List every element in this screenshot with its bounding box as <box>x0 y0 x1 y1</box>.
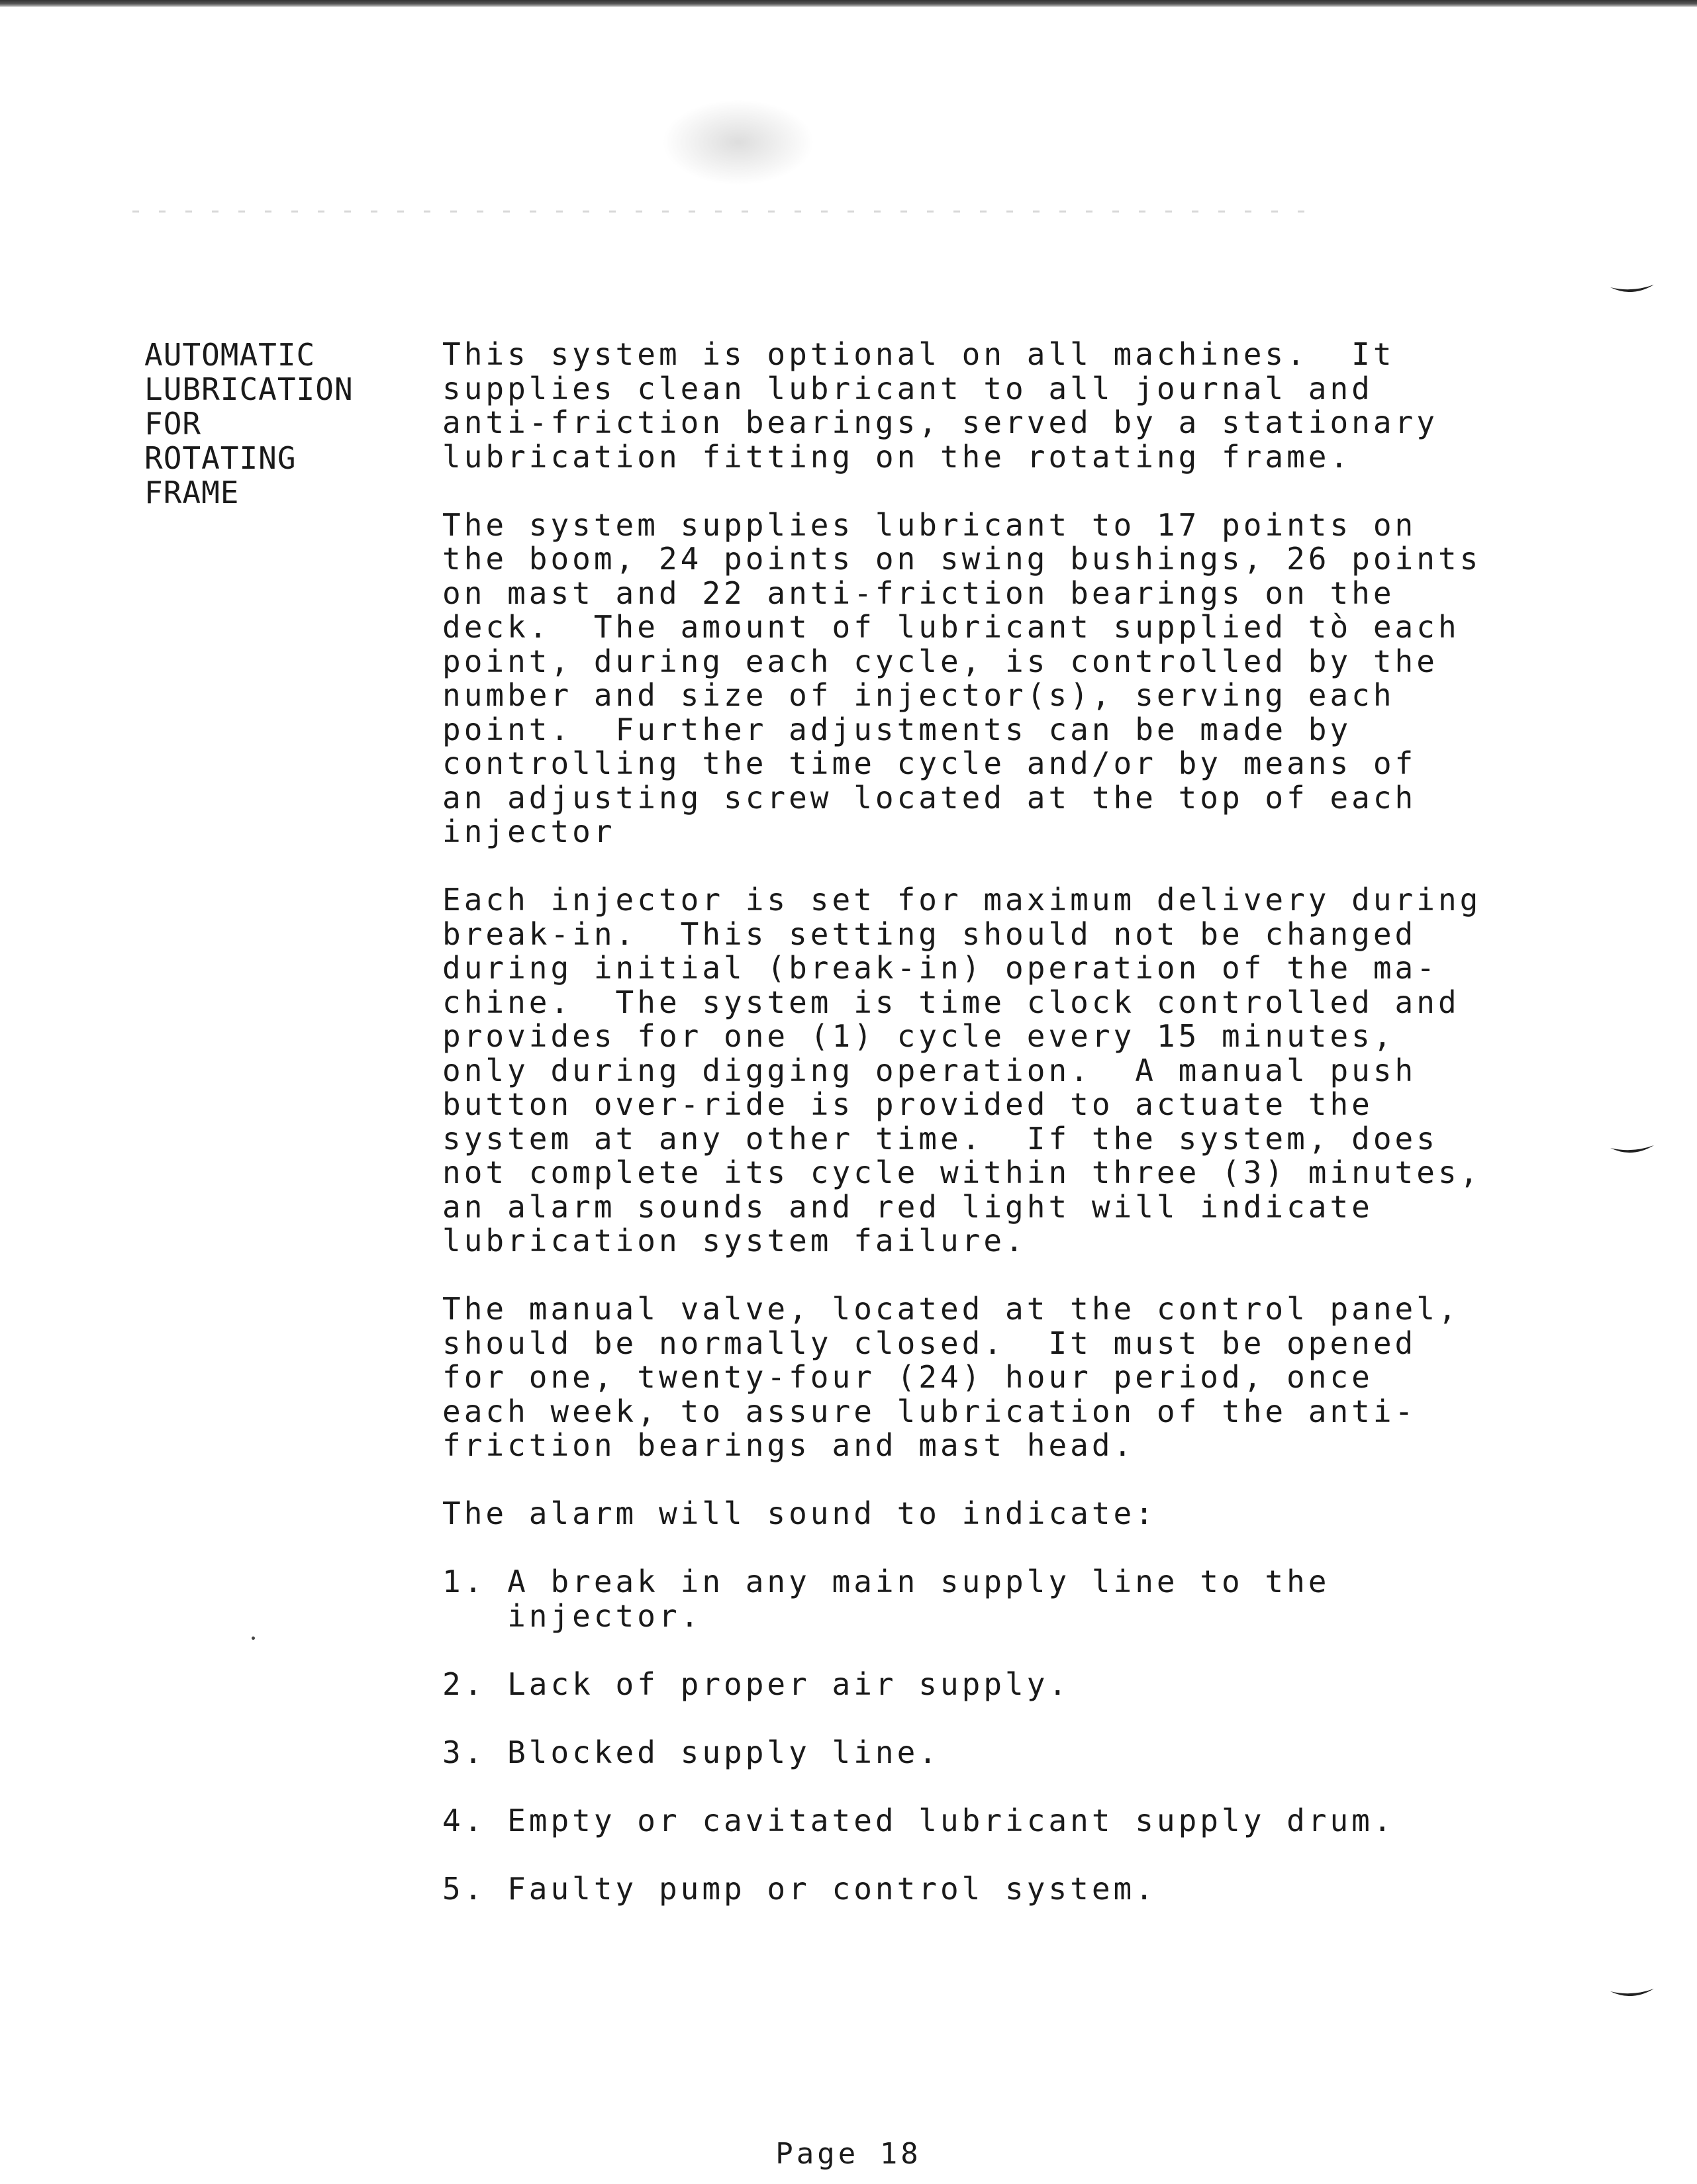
body-text <box>442 336 1482 1940</box>
heading-line: FRAME <box>144 475 240 510</box>
injector-paragraph <box>442 882 1482 1258</box>
stray-dot <box>252 1637 255 1640</box>
text-line: The system supplies lubricant to 17 points on <box>442 506 1417 543</box>
manual-valve-paragraph <box>442 1292 1475 1463</box>
heading-line: FOR <box>144 406 202 442</box>
binder-hole-mark-bottom <box>1609 1987 1655 2001</box>
intro-paragraph <box>442 338 1475 474</box>
binder-hole-mark-middle <box>1609 1144 1655 1157</box>
list-item <box>442 1668 1475 1702</box>
text-line: This system is optional on all machines. It <box>442 336 1395 372</box>
text-line: injector <box>442 814 616 849</box>
scan-top-border <box>0 0 1697 7</box>
text-line: friction bearings and mast head. <box>442 1427 1136 1463</box>
text-line: Each injector is set for maximum delivery during <box>442 882 1482 918</box>
text-line: not complete its cycle within three (3) minutes, <box>442 1155 1482 1190</box>
text-line: should be normally closed. It must be opened <box>442 1325 1417 1361</box>
scan-smudge <box>662 99 814 185</box>
page-number: Page 18 <box>775 2137 922 2171</box>
text-line: point, during each cycle, is controlled by the <box>442 643 1438 679</box>
text-line: lubrication system failure. <box>442 1223 1027 1258</box>
text-line: 5. Faulty pump or control system. <box>442 1870 1157 1907</box>
text-line: deck. The amount of lubricant supplied tò each <box>442 609 1460 645</box>
text-line: on mast and 22 anti-friction bearings on the <box>442 575 1395 611</box>
section-heading <box>144 338 396 510</box>
text-line: each week, to assure lubrication of the anti- <box>442 1393 1417 1429</box>
text-line: point. Further adjustments can be made by <box>442 711 1352 747</box>
text-line: an alarm sounds and red light will indicate <box>442 1188 1373 1225</box>
list-item <box>442 1804 1475 1838</box>
list-item <box>442 1565 1475 1633</box>
alarm-conditions-list <box>442 1565 1475 1906</box>
text-line: 3. Blocked supply line. <box>442 1734 940 1770</box>
text-line: the boom, 24 points on swing bushings, 26 points <box>442 541 1482 577</box>
text-line: The alarm will sound to indicate: <box>442 1496 1157 1531</box>
lubrication-points-paragraph <box>442 506 1482 849</box>
text-line: during initial (break-in) operation of the ma- <box>442 950 1438 986</box>
scan-streak <box>132 211 1324 213</box>
text-line: lubrication fitting on the rotating frame. <box>442 438 1352 475</box>
text-line: for one, twenty-four (24) hour period, once <box>442 1359 1373 1395</box>
text-line: an adjusting screw located at the top of each <box>442 779 1417 816</box>
text-line: number and size of injector(s), serving each <box>442 677 1395 713</box>
text-line: system at any other time. If the system, does <box>442 1120 1438 1157</box>
text-line: break-in. This setting should not be changed <box>442 916 1417 952</box>
text-line: supplies clean lubricant to all journal and <box>442 370 1373 406</box>
text-line: controlling the time cycle and/or by means of <box>442 745 1417 781</box>
text-line: only during digging operation. A manual push <box>442 1052 1417 1088</box>
text-line: 4. Empty or cavitated lubricant supply drum. <box>442 1802 1395 1838</box>
binder-hole-mark-top <box>1609 283 1655 297</box>
text-line: chine. The system is time clock controlled and <box>442 984 1460 1020</box>
alarm-intro-paragraph <box>442 1497 1475 1531</box>
list-item <box>442 1872 1475 1907</box>
text-line: injector. <box>442 1597 703 1634</box>
heading-line: ROTATING <box>144 440 297 476</box>
heading-line: LUBRICATION <box>144 371 354 407</box>
text-line: The manual valve, located at the control panel, <box>442 1291 1460 1327</box>
text-line: anti-friction bearings, served by a stationary <box>442 404 1438 440</box>
text-line: 1. A break in any main supply line to the <box>442 1564 1330 1599</box>
text-line: provides for one (1) cycle every 15 minutes, <box>442 1018 1395 1054</box>
text-line: 2. Lack of proper air supply. <box>442 1666 1071 1702</box>
list-item <box>442 1736 1475 1770</box>
text-line: button over-ride is provided to actuate the <box>442 1086 1373 1122</box>
heading-line: AUTOMATIC <box>144 337 316 373</box>
